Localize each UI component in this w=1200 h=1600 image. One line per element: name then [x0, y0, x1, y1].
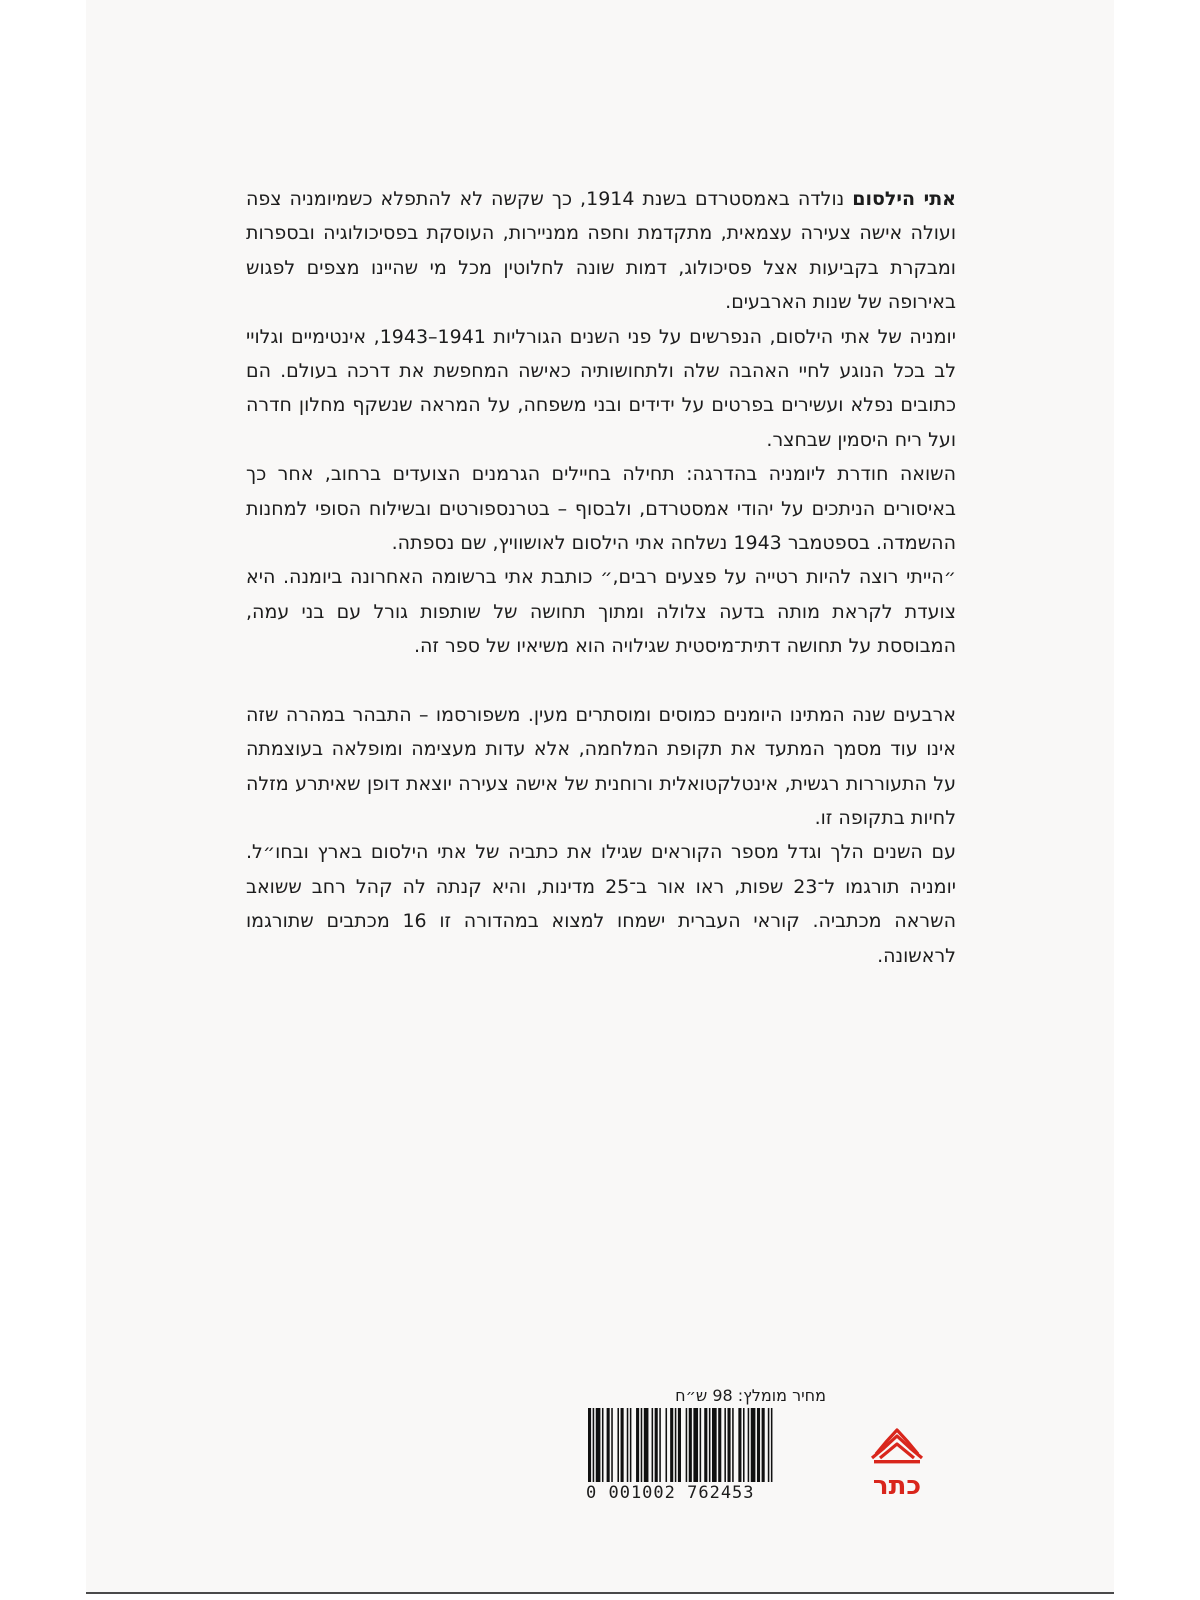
page-bottom-rule: [86, 1592, 1114, 1594]
book-blurb: [246, 182, 956, 973]
crown-logo-icon: [870, 1428, 924, 1500]
publisher-logo-text: כתר: [872, 1471, 922, 1500]
blurb-paragraph-1-text: נולדה באמסטרדם בשנת 1914, כך שקשה לא להתפלא כשמיומניה צפה ועולה אישה צעירה עצמאית, מתקדמת וחפה ממניירות, העוסקת בפסיכולוגיה ובספרות ומבקרת בקביעות אצל פסיכולוג, דמות שונה לחלוטין מכל מי שהיינו מצפים לפגוש באירופה של שנות הארבעים.: [246, 188, 956, 314]
blurb-paragraph-6: עם השנים הלך וגדל מספר הקוראים שגילו את כתביה של אתי הילסום בארץ ובחו״ל. יומניה תורגמו ל־23 שפות, ראו אור ב־25 מדינות, והיא קנתה לה קהל רחב ששואב השראה מכתביה. קוראי העברית ישמחו למצוא במהדורה זו 16 מכתבים שתורגמו לראשונה.: [246, 841, 957, 967]
author-name: אתי הילסום: [852, 188, 956, 210]
blurb-paragraph-5: ארבעים שנה המתינו היומנים כמוסים ומוסתרים מעין. משפורסמו – התבהר במהרה שזה אינו עוד מסמך המתעד את תקופת המלחמה, אלא עדות מעצימה ומופלאה בעוצמתה על התעוררות רגשית, אינטלקטואלית ורוחנית של אישה צעירה יוצאת דופן שאיתרע מזלה לחיות בתקופה זו.: [246, 703, 956, 829]
barcode-number: 0 001002 762453: [586, 1483, 755, 1503]
price-label: מחיר מומלץ: 98 ש״ח: [675, 1386, 826, 1405]
blurb-paragraph-1: [246, 182, 956, 320]
blurb-paragraph-2: יומניה של אתי הילסום, הנפרשים על פני השנים הגורליות 1941–1943, אינטימיים וגלויי לב בכל הנוגע לחיי האהבה שלה ולתחושותיה כאישה המחפשת את דרכה בעולם. הם כתובים נפלא ועשירים בפרטים על ידידים ובני משפחה, על המראה שנשקף מחלון חדרה ועל ריח היסמין שבחצר.: [246, 325, 956, 451]
publisher-logo: [870, 1428, 924, 1500]
blurb-paragraph-3: השואה חודרת ליומניה בהדרגה: תחילה בחיילים הגרמנים הצועדים ברחוב, אחר כך באיסורים הניתכים על יהודי אמסטרדם, ולבסוף – בטרנספורטים ובשילוח הסופי למחנות ההשמדה. בספטמבר 1943 נשלחה אתי הילסום לאושוויץ, שם נספתה.: [246, 463, 956, 555]
blurb-paragraph-4: ״הייתי רוצה להיות רטייה על פצעים רבים,״ כותבת אתי ברשומה האחרונה ביומנה. היא צועדת לקראת מותה בדעה צלולה ומתוך תחושה של שותפות גורל עם בני עמה, המבוססת על תחושה דתית־מיסטית שגילויה הוא משיאיו של ספר זה.: [246, 566, 956, 658]
